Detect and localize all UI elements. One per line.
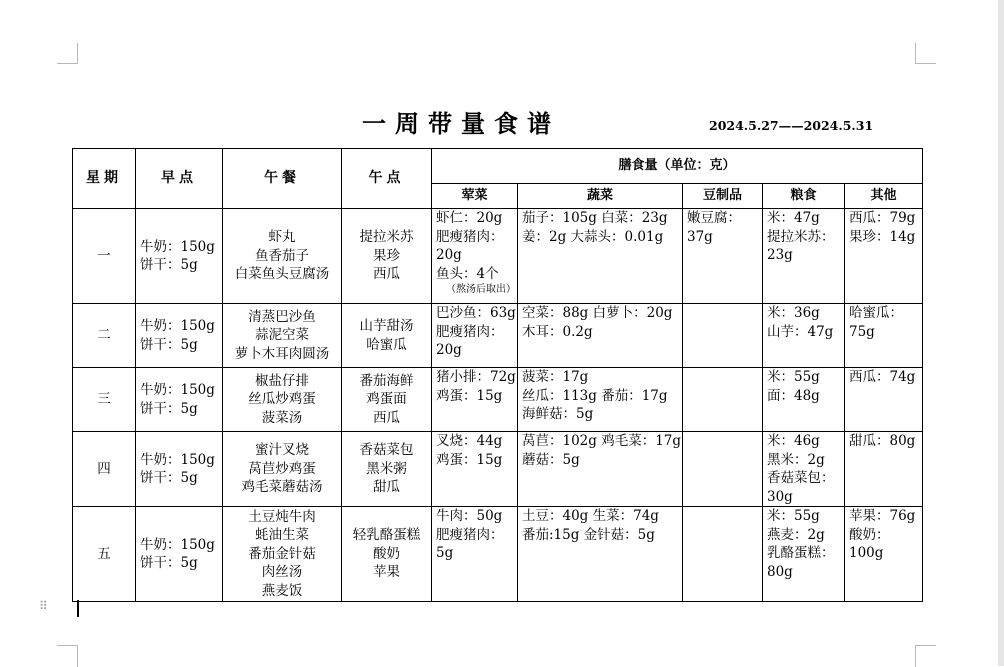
lunch-cell[interactable] [223, 368, 342, 432]
vegetable-cell[interactable] [518, 432, 683, 507]
cell-line: 西瓜：74g [849, 369, 916, 385]
cell-line: 萝卜木耳肉圆汤 [234, 345, 330, 362]
breakfast-cell[interactable] [136, 432, 223, 507]
vegetable-cell[interactable] [518, 507, 683, 602]
cell-line: 鸡蛋面 [366, 391, 407, 408]
cell-line: 牛奶：150g [140, 536, 215, 553]
cell-line: 嫩豆腐： [687, 210, 741, 226]
cell-line: 甜瓜：80g [849, 433, 916, 449]
cell-line: 燕麦：2g [767, 526, 825, 543]
cell-line: 鱼香茄子 [255, 247, 309, 264]
page-corner-mark [57, 645, 78, 667]
cell-line: 80g [767, 563, 793, 580]
cell-line: 20g [436, 342, 462, 358]
breakfast-cell[interactable] [136, 304, 223, 368]
snack-cell[interactable] [342, 432, 432, 507]
cell-line: 哈蜜瓜 [366, 336, 407, 353]
day-cell[interactable]: 二 [73, 304, 136, 368]
soy-cell[interactable] [683, 304, 763, 368]
cell-line: 茄子：105g 白菜：23g [522, 210, 668, 226]
cell-line: 蚝油生菜 [255, 527, 309, 544]
page-corner-mark [915, 645, 936, 667]
lunch-cell[interactable] [223, 209, 342, 304]
day-cell[interactable]: 三 [73, 368, 136, 432]
cell-line: 鸡蛋：15g [436, 387, 503, 404]
meat-cell[interactable] [432, 368, 518, 432]
cell-line: 乳酪蛋糕： [767, 545, 835, 561]
meat-cell[interactable] [432, 304, 518, 368]
cell-line: 西瓜 [373, 409, 400, 426]
cell-line: 西瓜 [373, 266, 400, 283]
cell-line: 白菜鱼头豆腐汤 [234, 266, 330, 283]
cell-line: 鸡毛菜蘑菇汤 [241, 479, 323, 496]
grain-cell[interactable] [763, 507, 845, 602]
cell-line: 牛奶：150g [140, 318, 215, 334]
cell-line: 提拉米苏 [359, 229, 414, 246]
snack-cell[interactable] [342, 507, 432, 602]
page-corner-mark [57, 43, 78, 64]
header-grain[interactable]: 粮食 [763, 184, 845, 209]
cell-line: 米：36g [767, 305, 820, 321]
grain-cell[interactable] [763, 368, 845, 432]
cell-line: 提拉米苏： [767, 228, 835, 245]
cell-line: 5g [436, 545, 454, 561]
grain-cell[interactable] [763, 304, 845, 368]
document-title[interactable]: 一周带量食谱 [362, 109, 560, 138]
cell-line: 蒜泥空菜 [255, 327, 309, 344]
header-lunch[interactable]: 午餐 [223, 149, 342, 209]
cell-line: 米：55g [767, 508, 820, 524]
cell-line: 空菜：88g 白萝卜：20g [522, 305, 673, 321]
cell-line: 100g [849, 545, 884, 561]
table-move-handle-icon[interactable]: ⠿ [39, 599, 49, 613]
cell-line: 姜：2g 大蒜头：0.01g [522, 228, 664, 245]
cell-line: 蘑菇：5g [522, 451, 580, 468]
vegetable-cell[interactable] [518, 304, 683, 368]
cell-line: 菠菜汤 [261, 409, 303, 426]
cell-line: 饼干：5g [140, 257, 198, 273]
cell-line: 饼干：5g [140, 336, 198, 353]
cell-line: 米：47g [767, 210, 820, 226]
header-snack[interactable]: 午点 [342, 149, 432, 209]
cell-line: 肥瘦猪肉： [436, 526, 504, 543]
cell-line: 椒盐仔排 [255, 372, 309, 389]
cell-line: 饼干：5g [140, 555, 198, 571]
grain-cell[interactable] [763, 209, 845, 304]
cell-line: 20g [436, 247, 462, 263]
cell-line: 苹果 [373, 564, 400, 581]
cell-line: 番茄金针菇 [248, 545, 316, 562]
cell-line: 面：48g [767, 387, 820, 404]
header-vegetable[interactable]: 蔬菜 [518, 184, 683, 209]
cell-line: 山芋甜汤 [359, 318, 414, 334]
soy-cell[interactable] [683, 368, 763, 432]
cell-note: （熬汤后取出） [446, 284, 516, 295]
cell-line: 甜瓜 [373, 479, 400, 496]
cell-line: 山芋：47g [767, 323, 834, 340]
day-cell[interactable]: 五 [73, 507, 136, 602]
cell-line: 黑米：2g [767, 451, 825, 468]
cell-line: 牛肉：50g [436, 508, 503, 524]
header-breakfast[interactable]: 早点 [136, 149, 223, 209]
snack-cell[interactable] [342, 368, 432, 432]
cell-line: 莴苣炒鸡蛋 [248, 460, 316, 477]
cell-line: 巴沙鱼：63g [436, 305, 516, 321]
cell-line: 30g [767, 488, 793, 505]
cell-line: 海鲜菇：5g [522, 406, 594, 422]
cell-line: 肥瘦猪肉： [436, 228, 504, 245]
cell-line: 哈蜜瓜： [849, 305, 903, 321]
header-other[interactable]: 其他 [845, 184, 923, 209]
window-edge [998, 0, 1004, 666]
cell-line: 猪小排：72g [436, 369, 516, 385]
cell-line: 番茄海鲜 [359, 372, 414, 389]
other-cell[interactable] [845, 368, 923, 432]
cell-line: 清蒸巴沙鱼 [248, 308, 316, 325]
cell-line: 燕麦饭 [261, 582, 303, 599]
text-cursor [77, 600, 79, 617]
cell-line: 蜜汁叉烧 [255, 442, 309, 459]
cell-line: 丝瓜炒鸡蛋 [248, 391, 316, 408]
breakfast-cell[interactable] [136, 209, 223, 304]
meat-cell[interactable] [432, 432, 518, 507]
snack-cell[interactable] [342, 304, 432, 368]
page-corner-mark [915, 43, 936, 64]
cell-line: 土豆炖牛肉 [248, 508, 316, 525]
cell-line: 牛奶：150g [140, 451, 215, 468]
cell-line: 香菇菜包 [359, 442, 414, 459]
other-cell[interactable] [845, 507, 923, 602]
cell-line: 菠菜：17g [522, 369, 589, 385]
cell-line: 饼干：5g [140, 470, 198, 486]
meat-cell[interactable] [432, 209, 518, 304]
cell-line: 木耳：0.2g [522, 323, 593, 340]
cell-line: 牛奶：150g [140, 382, 215, 398]
cell-line: 黑米粥 [366, 460, 407, 477]
other-cell[interactable] [845, 432, 923, 507]
soy-cell[interactable] [683, 507, 763, 602]
vegetable-cell[interactable] [518, 209, 683, 304]
cell-line: 肥瘦猪肉： [436, 323, 504, 340]
lunch-cell[interactable] [223, 432, 342, 507]
cell-line: 23g [767, 247, 793, 263]
header-day[interactable]: 星期 [73, 149, 136, 209]
grain-cell[interactable] [763, 432, 845, 507]
cell-line: 虾丸 [268, 229, 296, 246]
soy-cell[interactable] [683, 209, 763, 304]
cell-line: 莴苣：102g 鸡毛菜：17g [522, 433, 682, 449]
cell-line: 酸奶 [373, 545, 400, 562]
weekly-menu-table[interactable] [72, 148, 923, 602]
snack-cell[interactable] [342, 209, 432, 304]
day-cell[interactable]: 一 [73, 209, 136, 304]
cell-line: 苹果：76g [849, 508, 916, 524]
cell-line: 37g [687, 228, 713, 245]
cell-line: 肉丝汤 [261, 564, 303, 581]
cell-line: 75g [849, 323, 875, 340]
cell-line: 土豆：40g 生菜：74g [522, 508, 659, 524]
other-cell[interactable] [845, 209, 923, 304]
cell-line: 果珍 [373, 247, 400, 264]
cell-line: 鸡蛋：15g [436, 451, 503, 468]
cell-line: 牛奶：150g [140, 238, 215, 255]
table-row [73, 209, 923, 304]
cell-line: 丝瓜：113g 番茄：17g [522, 387, 668, 404]
cell-line: 虾仁：20g [436, 210, 503, 226]
cell-line: 轻乳酪蛋糕 [352, 527, 421, 544]
table-row [73, 304, 923, 368]
cell-line: 米：46g [767, 433, 820, 449]
cell-line: 果珍：14g [849, 228, 916, 245]
cell-line: 米：55g [767, 369, 820, 385]
soy-cell[interactable] [683, 432, 763, 507]
lunch-cell[interactable] [223, 507, 342, 602]
cell-line: 饼干：5g [140, 400, 198, 417]
cell-line: 西瓜：79g [849, 210, 916, 226]
lunch-cell[interactable] [223, 304, 342, 368]
date-range[interactable]: 2024.5.27——2024.5.31 [709, 118, 874, 133]
header-soy[interactable]: 豆制品 [683, 184, 763, 209]
table-row [73, 368, 923, 432]
vegetable-cell[interactable] [518, 368, 683, 432]
day-cell[interactable]: 四 [73, 432, 136, 507]
cell-line: 叉烧：44g [436, 433, 503, 449]
cell-line: 酸奶： [849, 526, 890, 543]
other-cell[interactable] [845, 304, 923, 368]
cell-line: 番茄:15g 金针菇：5g [522, 526, 655, 543]
table-row [73, 432, 923, 507]
header-portion-group[interactable]: 膳食量（单位：克） [432, 149, 923, 184]
cell-line: 香菇菜包： [767, 470, 835, 486]
meat-cell[interactable] [432, 507, 518, 602]
breakfast-cell[interactable] [136, 507, 223, 602]
cell-line: 鱼头：4个 [436, 265, 499, 282]
table-row [73, 507, 923, 602]
breakfast-cell[interactable] [136, 368, 223, 432]
header-meat[interactable]: 荤菜 [432, 184, 518, 209]
